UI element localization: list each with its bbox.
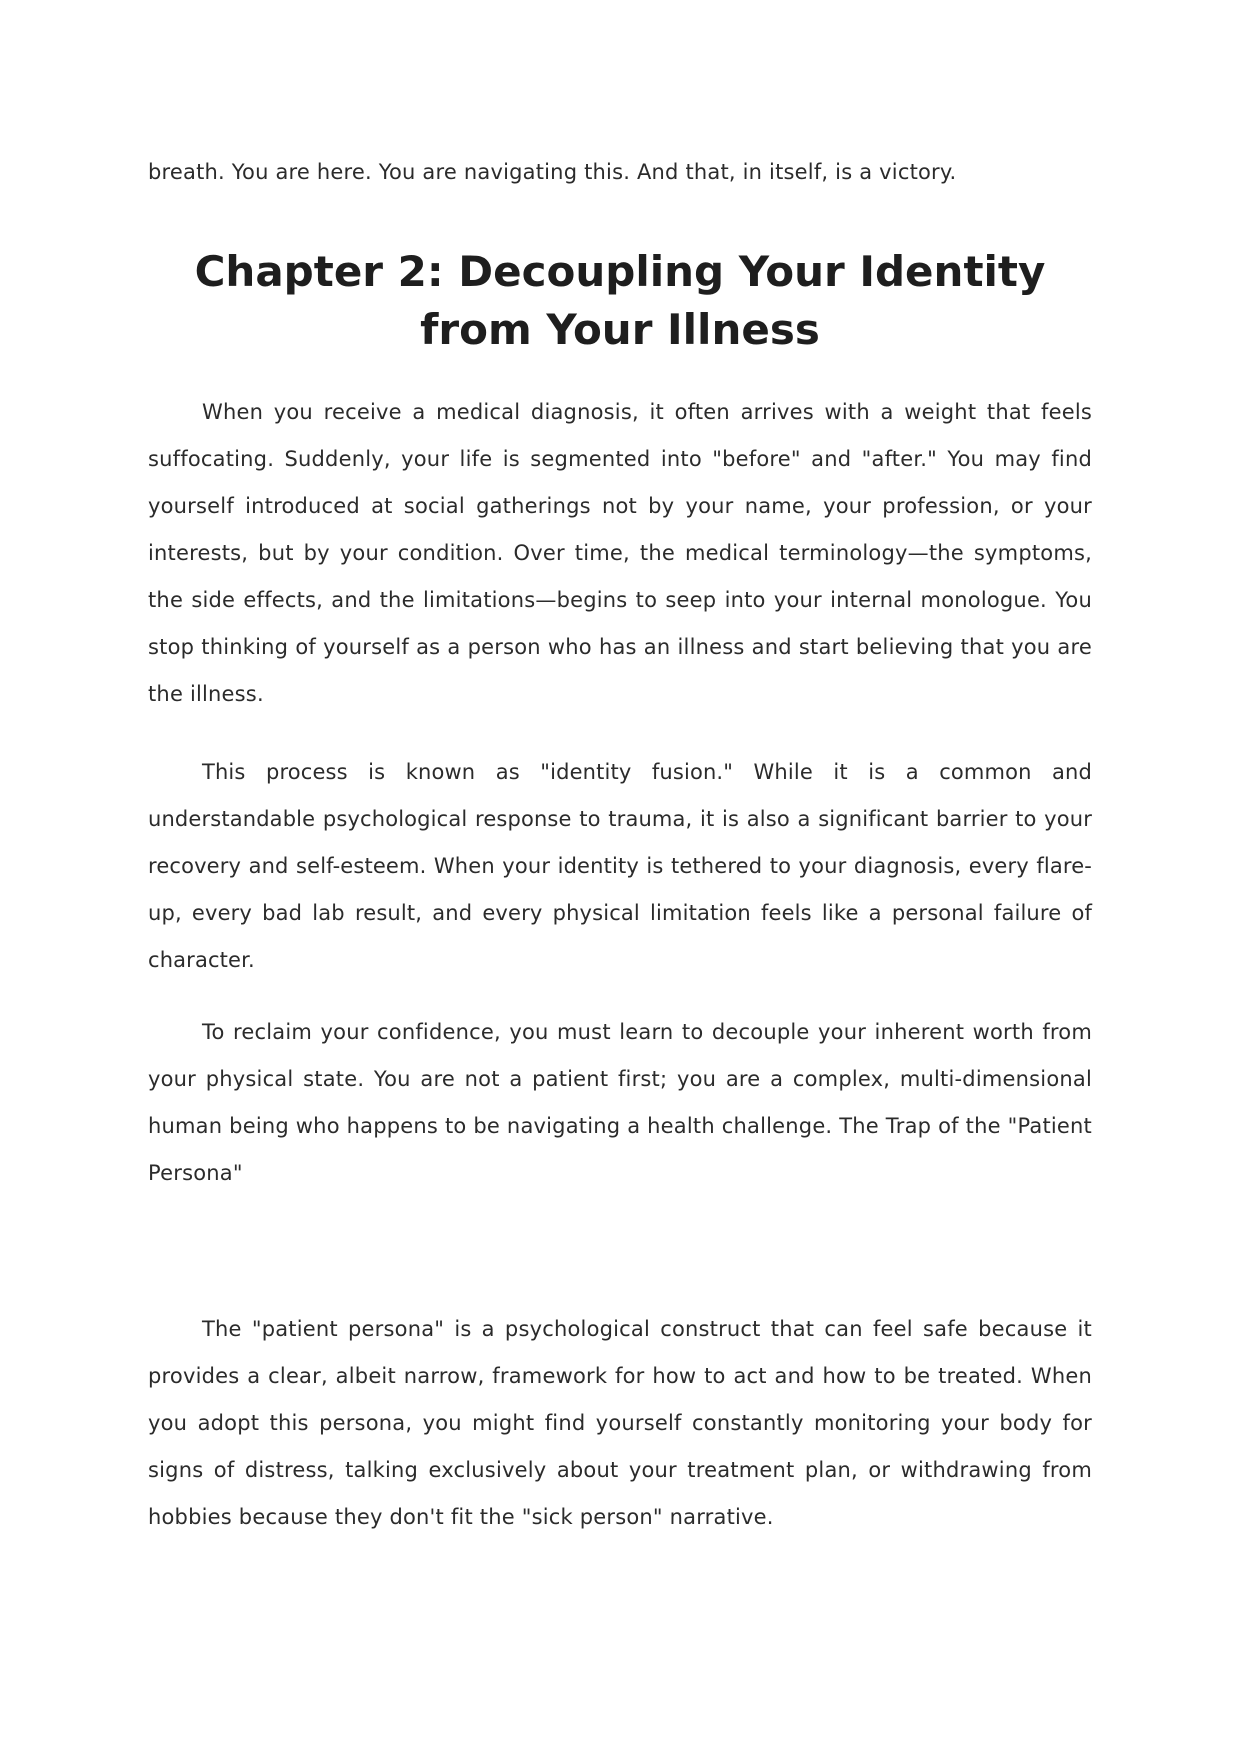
body-paragraph: To reclaim your confidence, you must learn to decouple your inherent worth from your physical state. You are not a patient first; you are a complex, multi-dimensional human being who happens to be navigating a health challenge. The Trap of the "Patient Persona" xyxy=(148,1020,1092,1185)
body-paragraph: The "patient persona" is a psychological construct that can feel safe because it provides a clear, albeit narrow, framework for how to act and how to be treated. When you adopt this persona, you might find yourself constantly monitoring your body for signs of distress, talking exclusively about your treatment plan, or withdrawing from hobbies because they don't fit the "sick person" narrative. xyxy=(148,1317,1092,1529)
chapter-title: Chapter 2: Decoupling Your Identity from Your Illness xyxy=(194,247,1046,354)
body-paragraph: When you receive a medical diagnosis, it often arrives with a weight that feels suffocating. Suddenly, your life is segmented into "before" and "after." You may find yourself introduced at social gatherings not by your name, your profession, or your interests, but by your condition. Over time, the medical terminology—the symptoms, the side effects, and the limitations—begins to seep into your internal monologue. You stop thinking of yourself as a person who has an illness and start believing that you are the illness. xyxy=(148,400,1092,706)
continuation-text: breath. You are here. You are navigating this. And that, in itself, is a victory. xyxy=(148,160,957,184)
body-paragraph: This process is known as "identity fusion." While it is a common and understandable psychological response to trauma, it is also a significant barrier to your recovery and self-esteem. When your identity is tethered to your diagnosis, every flare-up, every bad lab result, and every physical limitation feels like a personal failure of character. xyxy=(148,760,1092,972)
